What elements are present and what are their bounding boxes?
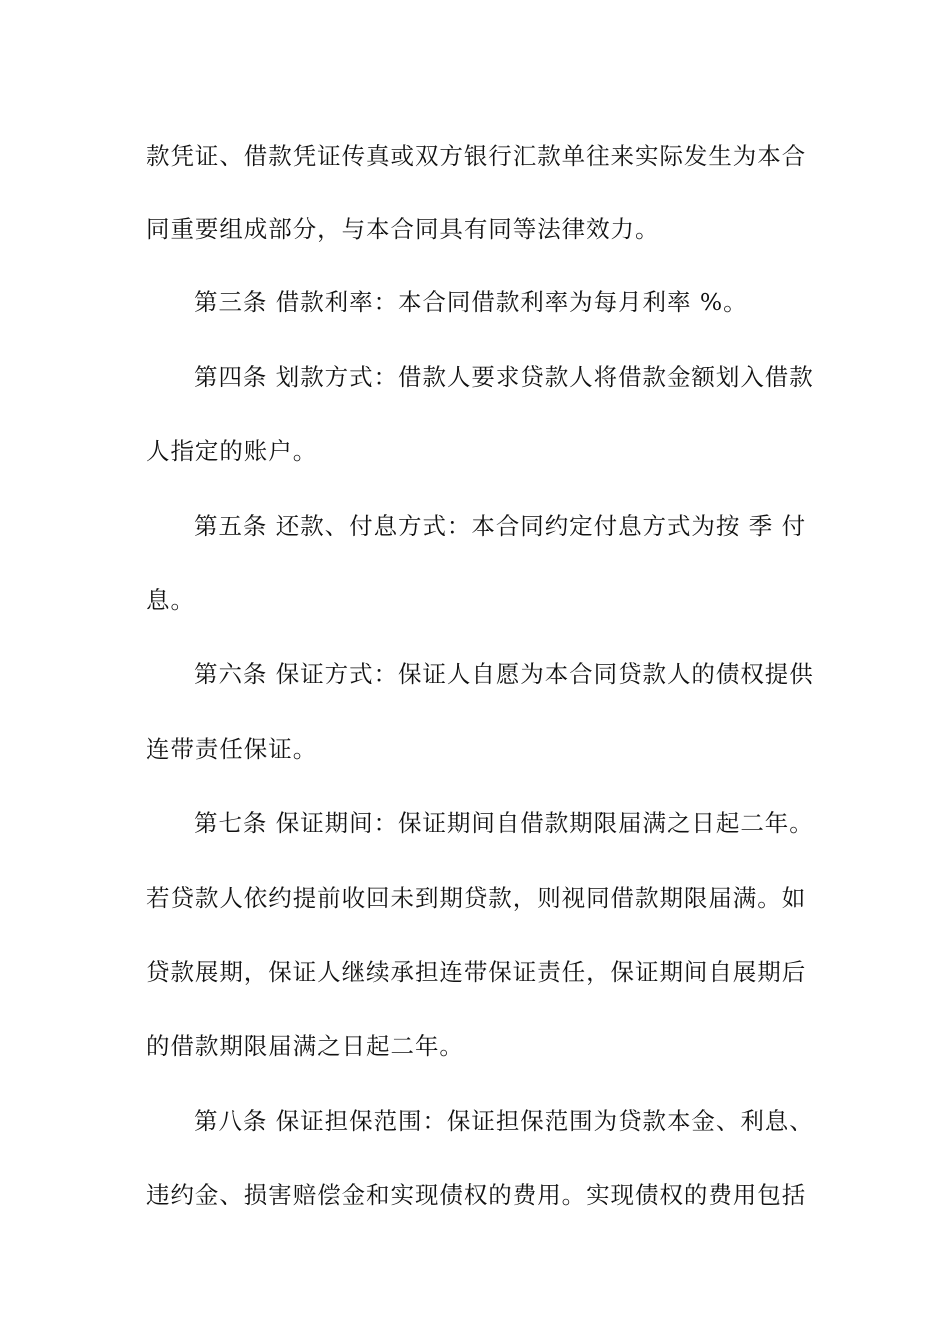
text-line: 若贷款人依约提前收回未到期贷款，则视同借款期限届满。如 — [146, 884, 807, 912]
article-7-line: 第七条 保证期间：保证期间自借款期限届满之日起二年。 — [194, 809, 814, 837]
text-line: 人指定的账户。 — [146, 437, 318, 465]
article-4-line: 第四条 划款方式：借款人要求贷款人将借款金额划入借款 — [194, 363, 814, 391]
text-line: 的借款期限届满之日起二年。 — [146, 1032, 464, 1060]
article-6-line: 第六条 保证方式：保证人自愿为本合同贷款人的债权提供 — [194, 660, 814, 688]
text-line: 款凭证、借款凭证传真或双方银行汇款单往来实际发生为本合 — [146, 142, 807, 170]
text-line: 违约金、损害赔偿金和实现债权的费用。实现债权的费用包括 — [146, 1181, 807, 1209]
text-line: 同重要组成部分，与本合同具有同等法律效力。 — [146, 215, 660, 243]
text-line: 息。 — [146, 586, 195, 614]
article-3-line: 第三条 借款利率：本合同借款利率为每月利率 %。 — [194, 288, 748, 316]
article-8-line: 第八条 保证担保范围：保证担保范围为贷款本金、利息、 — [194, 1107, 814, 1135]
article-5-line: 第五条 还款、付息方式：本合同约定付息方式为按 季 付 — [194, 512, 807, 540]
text-line: 连带责任保证。 — [146, 735, 318, 763]
text-line: 贷款展期，保证人继续承担连带保证责任，保证期间自展期后 — [146, 958, 807, 986]
